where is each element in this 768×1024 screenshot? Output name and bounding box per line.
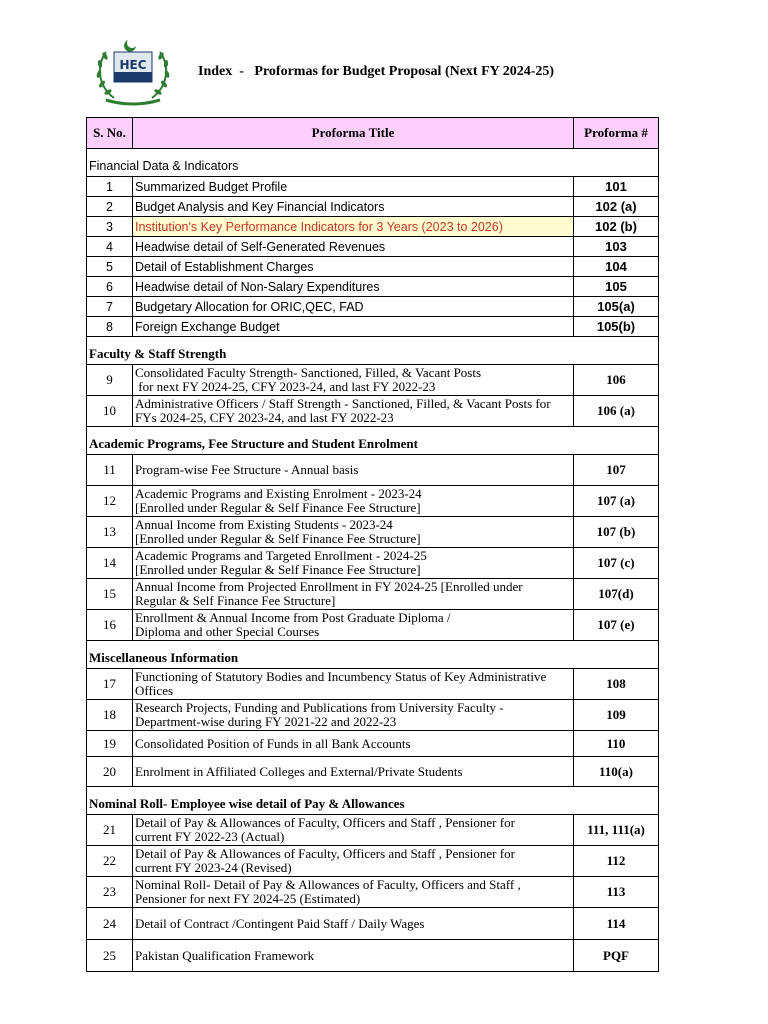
table-row: 16 Enrollment & Annual Income from Post Graduate Diploma / Diploma and other Special Courses 107 (e) — [87, 610, 659, 641]
table-row: 10 Administrative Officers / Staff Strength - Sanctioned, Filled, & Vacant Posts for FYs 2024-25, CFY 2023-24, and last FY 2022-23 106 (a) — [87, 396, 659, 427]
table-row: 14 Academic Programs and Targeted Enrollment - 2024-25 [Enrolled under Regular & Self Finance Fee Structure] 107 (c) — [87, 548, 659, 579]
table-row: 12 Academic Programs and Existing Enrolment - 2023-24 [Enrolled under Regular & Self Finance Fee Structure] 107 (a) — [87, 486, 659, 517]
table-row-highlighted: 3 Institution's Key Performance Indicators for 3 Years (2023 to 2026) 102 (b) — [87, 217, 659, 237]
table-row: 5 Detail of Establishment Charges 104 — [87, 257, 659, 277]
page-title: Index - Proformas for Budget Proposal (Next FY 2024-25) — [198, 64, 555, 79]
col-header-proforma: Proforma # — [574, 118, 659, 149]
table-header-row — [87, 118, 659, 149]
section-header: Nominal Roll- Employee wise detail of Pay & Allowances — [87, 794, 659, 815]
table-row: 11 Program-wise Fee Structure - Annual basis 107 — [87, 455, 659, 486]
table-row: 6 Headwise detail of Non-Salary Expenditures 105 — [87, 277, 659, 297]
hec-logo — [92, 36, 174, 108]
table-row: 21 Detail of Pay & Allowances of Faculty, Officers and Staff , Pensioner for current FY 2022-23 (Actual) 111, 111(a) — [87, 815, 659, 846]
table-row: 1 Summarized Budget Profile 101 — [87, 177, 659, 197]
table-row: 2 Budget Analysis and Key Financial Indicators 102 (a) — [87, 197, 659, 217]
section-header: Academic Programs, Fee Structure and Student Enrolment — [87, 434, 659, 455]
proforma-index-table — [86, 117, 659, 972]
col-header-sno: S. No. — [87, 118, 133, 149]
section-header: Miscellaneous Information — [87, 648, 659, 669]
svg-text:HEC: HEC — [119, 58, 147, 72]
table-row: 17 Functioning of Statutory Bodies and Incumbency Status of Key Administrative Offices 108 — [87, 669, 659, 700]
table-row: 9 Consolidated Faculty Strength- Sanctioned, Filled, & Vacant Posts for next FY 2024-25, CFY 2023-24, and last FY 2022-23 106 — [87, 365, 659, 396]
table-row: 20 Enrolment in Affiliated Colleges and External/Private Students 110(a) — [87, 757, 659, 787]
table-row: 22 Detail of Pay & Allowances of Faculty, Officers and Staff , Pensioner for current FY 2023-24 (Revised) 112 — [87, 846, 659, 877]
table-row: 18 Research Projects, Funding and Publications from University Faculty - Department-wise during FY 2021-22 and 2022-23 109 — [87, 700, 659, 731]
table-row: 7 Budgetary Allocation for ORIC,QEC, FAD 105(a) — [87, 297, 659, 317]
section-header: Faculty & Staff Strength — [87, 344, 659, 365]
table-row: 25 Pakistan Qualification Framework PQF — [87, 940, 659, 972]
col-header-title: Proforma Title — [133, 118, 574, 149]
table-row: 24 Detail of Contract /Contingent Paid Staff / Daily Wages 114 — [87, 908, 659, 940]
section-header: Financial Data & Indicators — [87, 156, 659, 177]
table-row: 23 Nominal Roll- Detail of Pay & Allowances of Faculty, Officers and Staff , Pensioner for next FY 2024-25 (Estimated) 113 — [87, 877, 659, 908]
table-row: 4 Headwise detail of Self-Generated Revenues 103 — [87, 237, 659, 257]
table-row: 15 Annual Income from Projected Enrollment in FY 2024-25 [Enrolled under Regular & Self Finance Fee Structure] 107(d) — [87, 579, 659, 610]
table-row: 19 Consolidated Position of Funds in all Bank Accounts 110 — [87, 731, 659, 757]
table-row: 13 Annual Income from Existing Students - 2023-24 [Enrolled under Regular & Self Finance Fee Structure] 107 (b) — [87, 517, 659, 548]
table-row: 8 Foreign Exchange Budget 105(b) — [87, 317, 659, 337]
